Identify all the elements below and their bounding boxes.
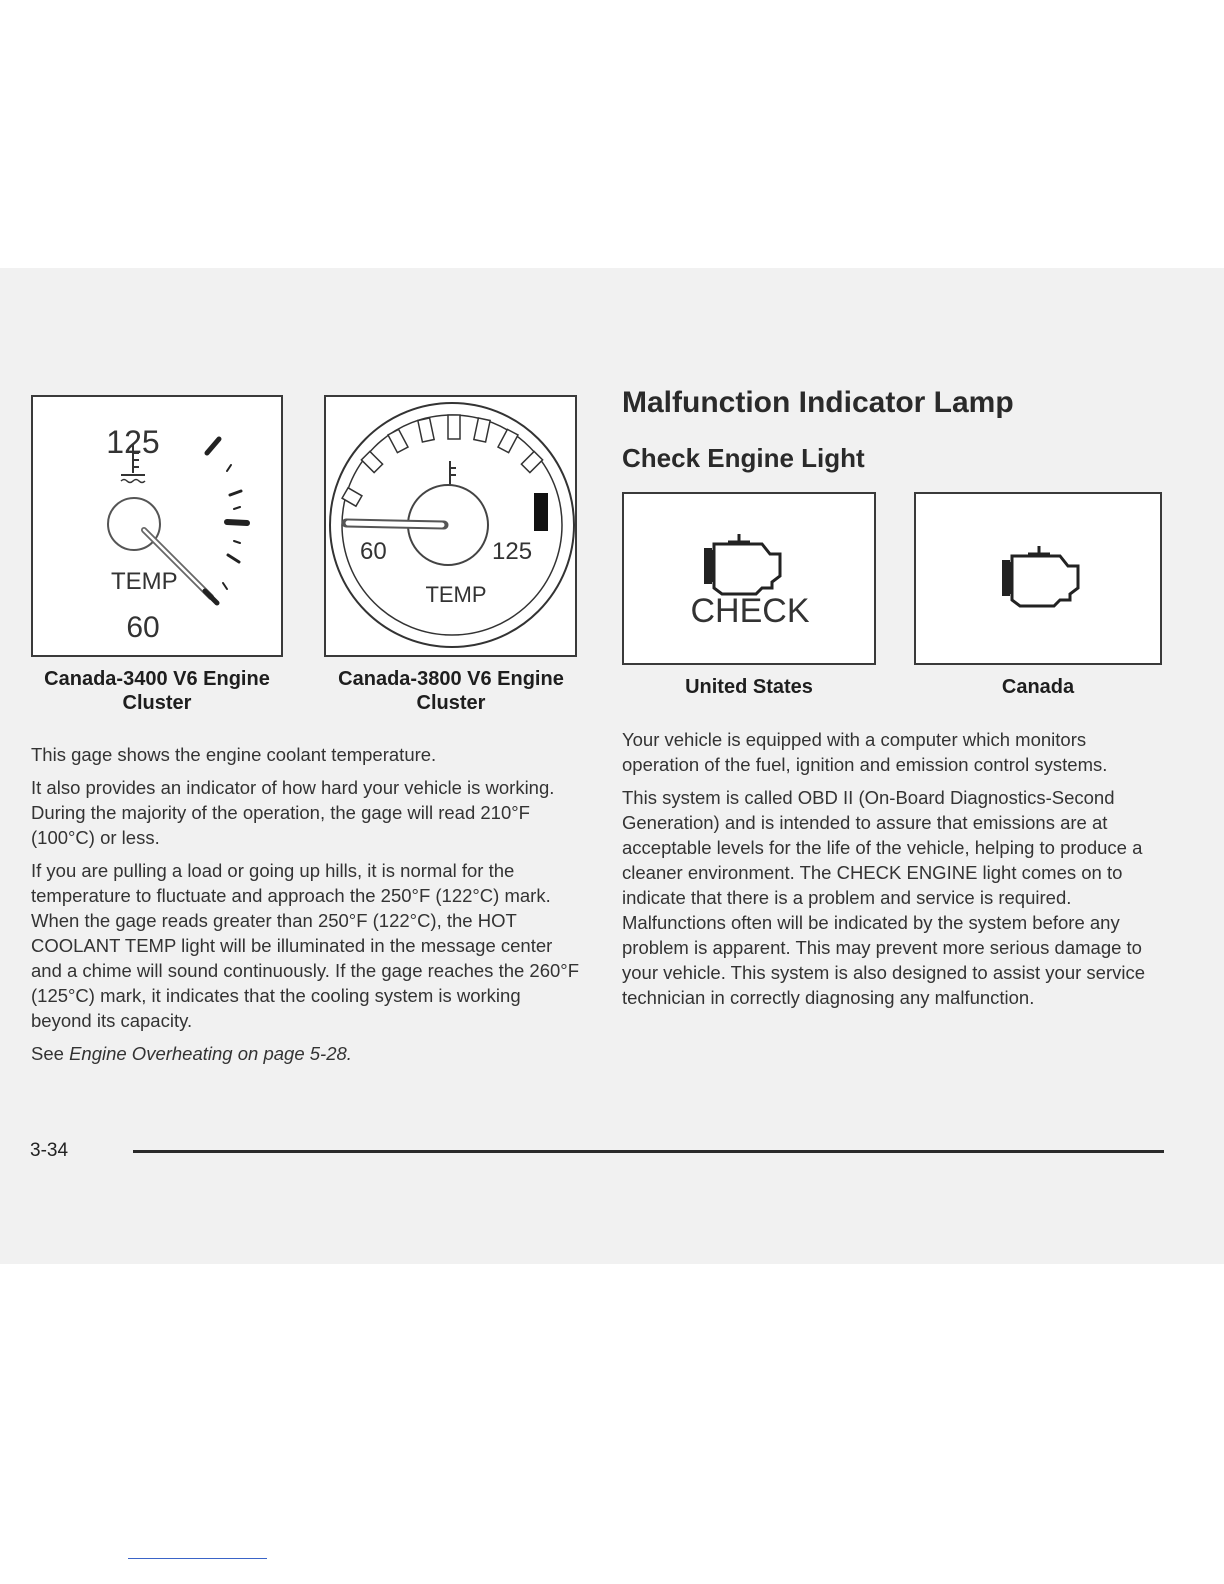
- temp-gauge-3800: [326, 397, 575, 655]
- gauge-caption-3800: [316, 667, 586, 715]
- caption-line-1: Canada-3800 V6 Engine: [338, 668, 564, 690]
- link-underline: [128, 1558, 267, 1559]
- hot-zone-marker: [534, 493, 548, 531]
- caption-line-2: Cluster: [416, 692, 486, 714]
- coolant-para-4: See Engine Overheating on page 5-28.: [31, 1043, 352, 1064]
- caption-line-2: Cluster: [122, 692, 192, 714]
- check-engine-us-figure: [622, 492, 876, 665]
- coolant-para-3: If you are pulling a load or going up hills, it is normal for the temperature to fluctuate and approach the 250°F (122°C) mark. When the gage reads greater than 250°F (122°C), the HOT COOLANT TEMP light will be illuminated in the message center and a chime will sound continuously. If the gage reaches the 260°F (125°C) mark, it indicates that the cooling system is working beyond its capacity.: [31, 860, 579, 1031]
- gauge-temp-label: TEMP: [111, 568, 178, 595]
- gauge-temp-label: TEMP: [425, 582, 487, 607]
- coolant-para-2: It also provides an indicator of how hard your vehicle is working. During the majority of the operation, the gage will read 210°F (100°C) or less.: [31, 777, 555, 848]
- caption-united-states: United States: [685, 676, 813, 698]
- gauge-high-label: 125: [106, 424, 160, 460]
- gauge-caption-3400: [22, 667, 292, 715]
- footer-rule: [133, 1150, 1164, 1153]
- check-label: CHECK: [690, 592, 810, 630]
- engine-overheating-reference[interactable]: Engine Overheating on page 5-28.: [69, 1043, 352, 1064]
- engine-icon: [916, 494, 1160, 663]
- gauge-ticks: [207, 439, 247, 589]
- gauge-low-label: 60: [126, 611, 160, 644]
- temp-gauge-3400: [33, 397, 281, 655]
- section-heading: Malfunction Indicator Lamp: [622, 386, 1014, 419]
- section-subheading: Check Engine Light: [622, 443, 865, 473]
- gauge-high-label: 125: [492, 538, 533, 565]
- gauge-figure-3800: [324, 395, 577, 657]
- obd-para-2: This system is called OBD II (On-Board Diagnostics-Second Generation) and is intended to assure that emissions are at acceptable levels for the life of the vehicle, helping to produce a cleaner environment. The CHECK ENGINE light comes on to indicate that there is a problem and service is required. Malfunctions often will be indicated by the system before any problem is apparent. This may prevent more serious damage to your vehicle. This system is also designed to assist your service technician in correctly diagnosing any malfunction.: [622, 787, 1146, 1008]
- coolant-text: [31, 742, 581, 1074]
- obd-para-1: Your vehicle is equipped with a computer which monitors operation of the fuel, ignition and emission control systems.: [622, 729, 1108, 775]
- page-number: 3-34: [30, 1140, 69, 1161]
- caption-canada: Canada: [1001, 676, 1075, 698]
- gauge-figure-3400: [31, 395, 283, 657]
- caption-line-1: Canada-3400 V6 Engine: [44, 668, 270, 690]
- coolant-para-1: This gage shows the engine coolant temperature.: [31, 744, 437, 765]
- gauge-needle: [346, 523, 444, 525]
- engine-icon: [624, 494, 874, 663]
- obd-text: [622, 727, 1167, 1018]
- check-engine-canada-figure: [914, 492, 1162, 665]
- gauge-low-label: 60: [360, 538, 387, 565]
